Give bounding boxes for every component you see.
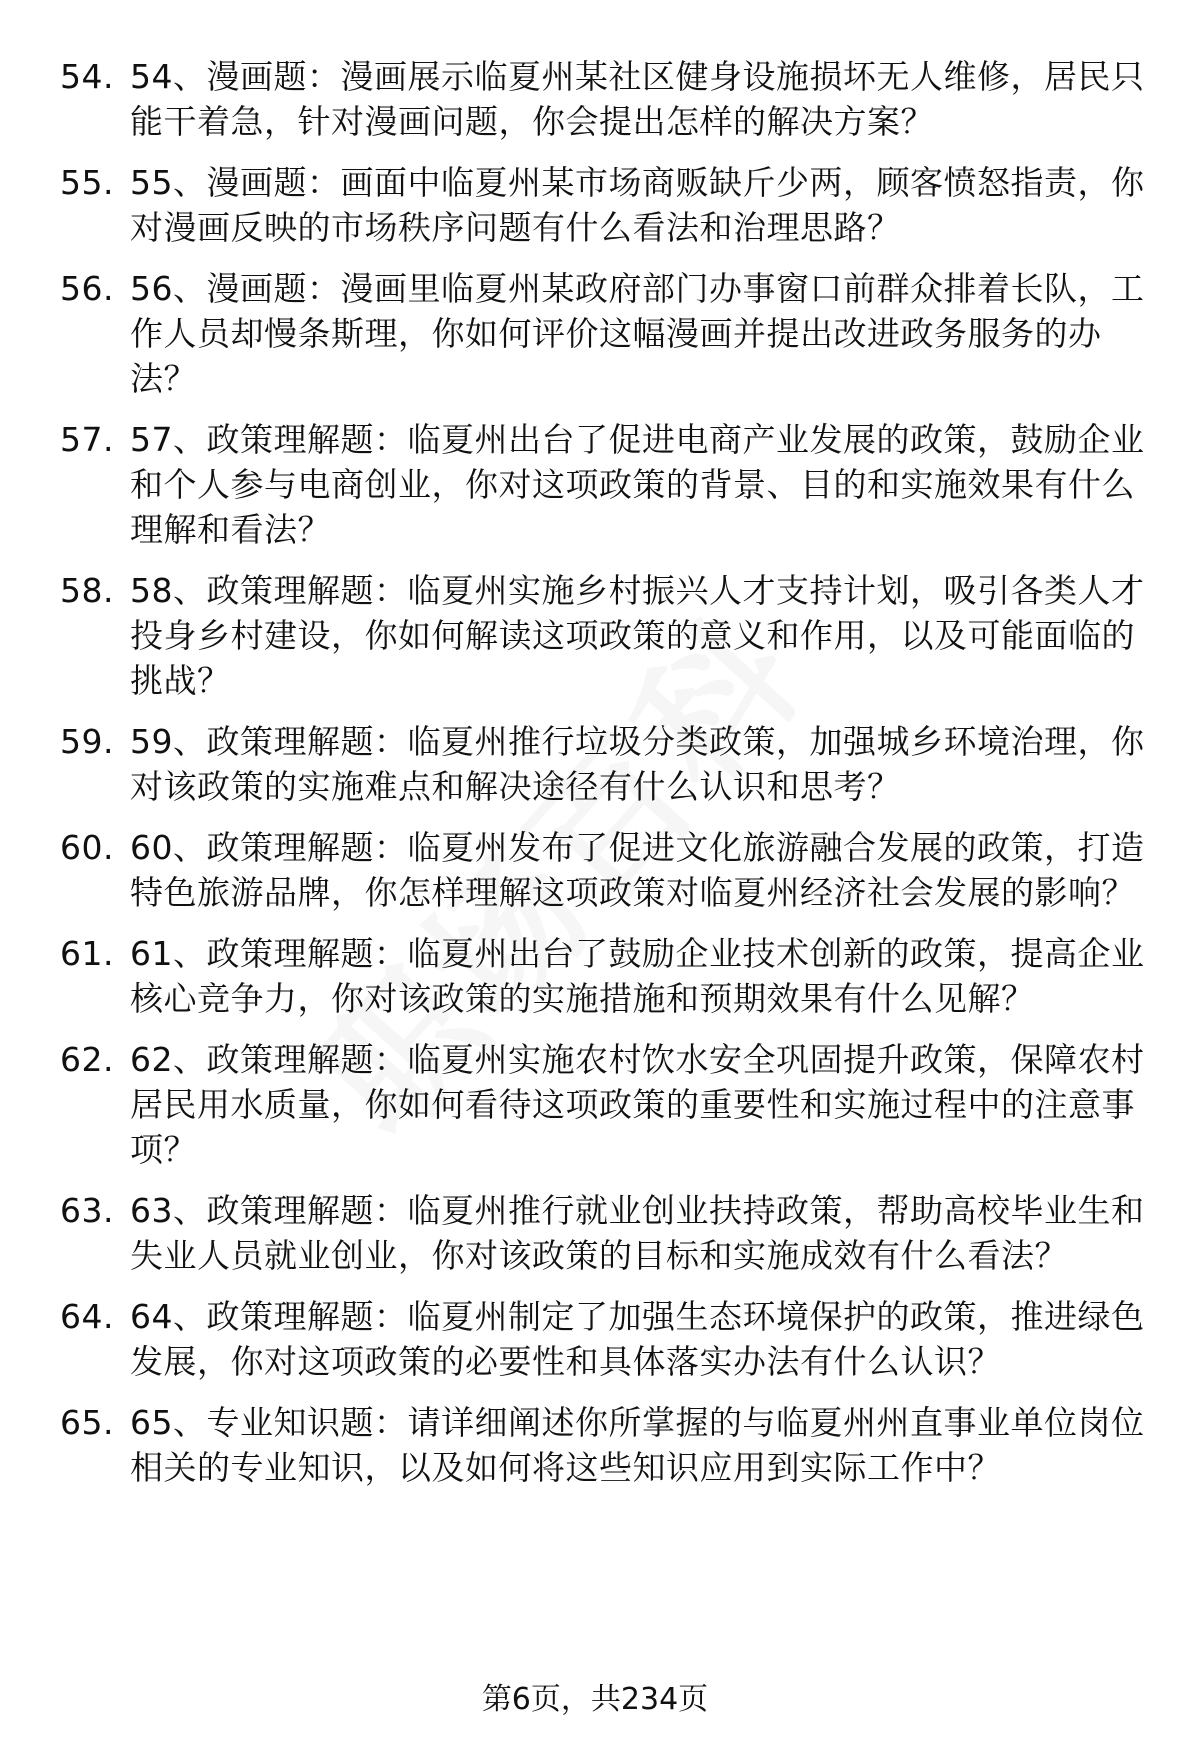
question-text: 62、政策理解题：临夏州实施农村饮水安全巩固提升政策，保障农村居民用水质量，你如何看待这项政策的重要性和实施过程中的注意事项？ [130, 1040, 1145, 1169]
question-item [60, 931, 1150, 1021]
page-footer [0, 1680, 1190, 1720]
question-item [60, 568, 1150, 703]
question-item [60, 417, 1150, 552]
question-text: 59、政策理解题：临夏州推行垃圾分类政策，加强城乡环境治理，你对该政策的实施难点和解决途径有什么认识和思考？ [130, 722, 1145, 806]
question-text: 57、政策理解题：临夏州出台了促进电商产业发展的政策，鼓励企业和个人参与电商创业，你对这项政策的背景、目的和实施效果有什么理解和看法？ [130, 420, 1145, 549]
question-item [60, 1294, 1150, 1384]
question-text: 54、漫画题：漫画展示临夏州某社区健身设施损坏无人维修，居民只能干着急，针对漫画问题，你会提出怎样的解决方案？ [130, 57, 1145, 141]
question-number: 55. [60, 163, 114, 202]
question-item [60, 266, 1150, 401]
question-text: 63、政策理解题：临夏州推行就业创业扶持政策，帮助高校毕业生和失业人员就业创业，你对该政策的目标和实施成效有什么看法？ [130, 1191, 1145, 1275]
question-number: 63. [60, 1191, 114, 1230]
question-text: 65、专业知识题：请详细阐述你所掌握的与临夏州州直事业单位岗位相关的专业知识，以及如何将这些知识应用到实际工作中？ [130, 1403, 1145, 1487]
page-number-label: 第6页，共234页 [481, 1682, 709, 1717]
question-text: 64、政策理解题：临夏州制定了加强生态环境保护的政策，推进绿色发展，你对这项政策的必要性和具体落实办法有什么认识？ [130, 1297, 1145, 1381]
question-text: 55、漫画题：画面中临夏州某市场商贩缺斤少两，顾客愤怒指责，你对漫画反映的市场秩序问题有什么看法和治理思路？ [130, 163, 1145, 247]
question-number: 64. [60, 1297, 114, 1336]
question-text: 61、政策理解题：临夏州出台了鼓励企业技术创新的政策，提高企业核心竞争力，你对该政策的实施措施和预期效果有什么见解？ [130, 934, 1145, 1018]
question-number: 65. [60, 1403, 114, 1442]
question-item [60, 825, 1150, 915]
question-number: 57. [60, 420, 114, 459]
question-number: 61. [60, 934, 114, 973]
question-item [60, 54, 1150, 144]
question-list [60, 54, 1150, 1506]
question-item [60, 719, 1150, 809]
question-number: 60. [60, 828, 114, 867]
question-item [60, 160, 1150, 250]
question-text: 60、政策理解题：临夏州发布了促进文化旅游融合发展的政策，打造特色旅游品牌，你怎样理解这项政策对临夏州经济社会发展的影响？ [130, 828, 1145, 912]
question-item [60, 1400, 1150, 1490]
question-item [60, 1037, 1150, 1172]
question-number: 62. [60, 1040, 114, 1079]
question-number: 58. [60, 571, 114, 610]
question-number: 56. [60, 269, 114, 308]
question-number: 54. [60, 57, 114, 96]
question-text: 58、政策理解题：临夏州实施乡村振兴人才支持计划，吸引各类人才投身乡村建设，你如何解读这项政策的意义和作用，以及可能面临的挑战？ [130, 571, 1145, 700]
question-text: 56、漫画题：漫画里临夏州某政府部门办事窗口前群众排着长队，工作人员却慢条斯理，你如何评价这幅漫画并提出改进政务服务的办法？ [130, 269, 1145, 398]
question-number: 59. [60, 722, 114, 761]
question-item [60, 1188, 1150, 1278]
